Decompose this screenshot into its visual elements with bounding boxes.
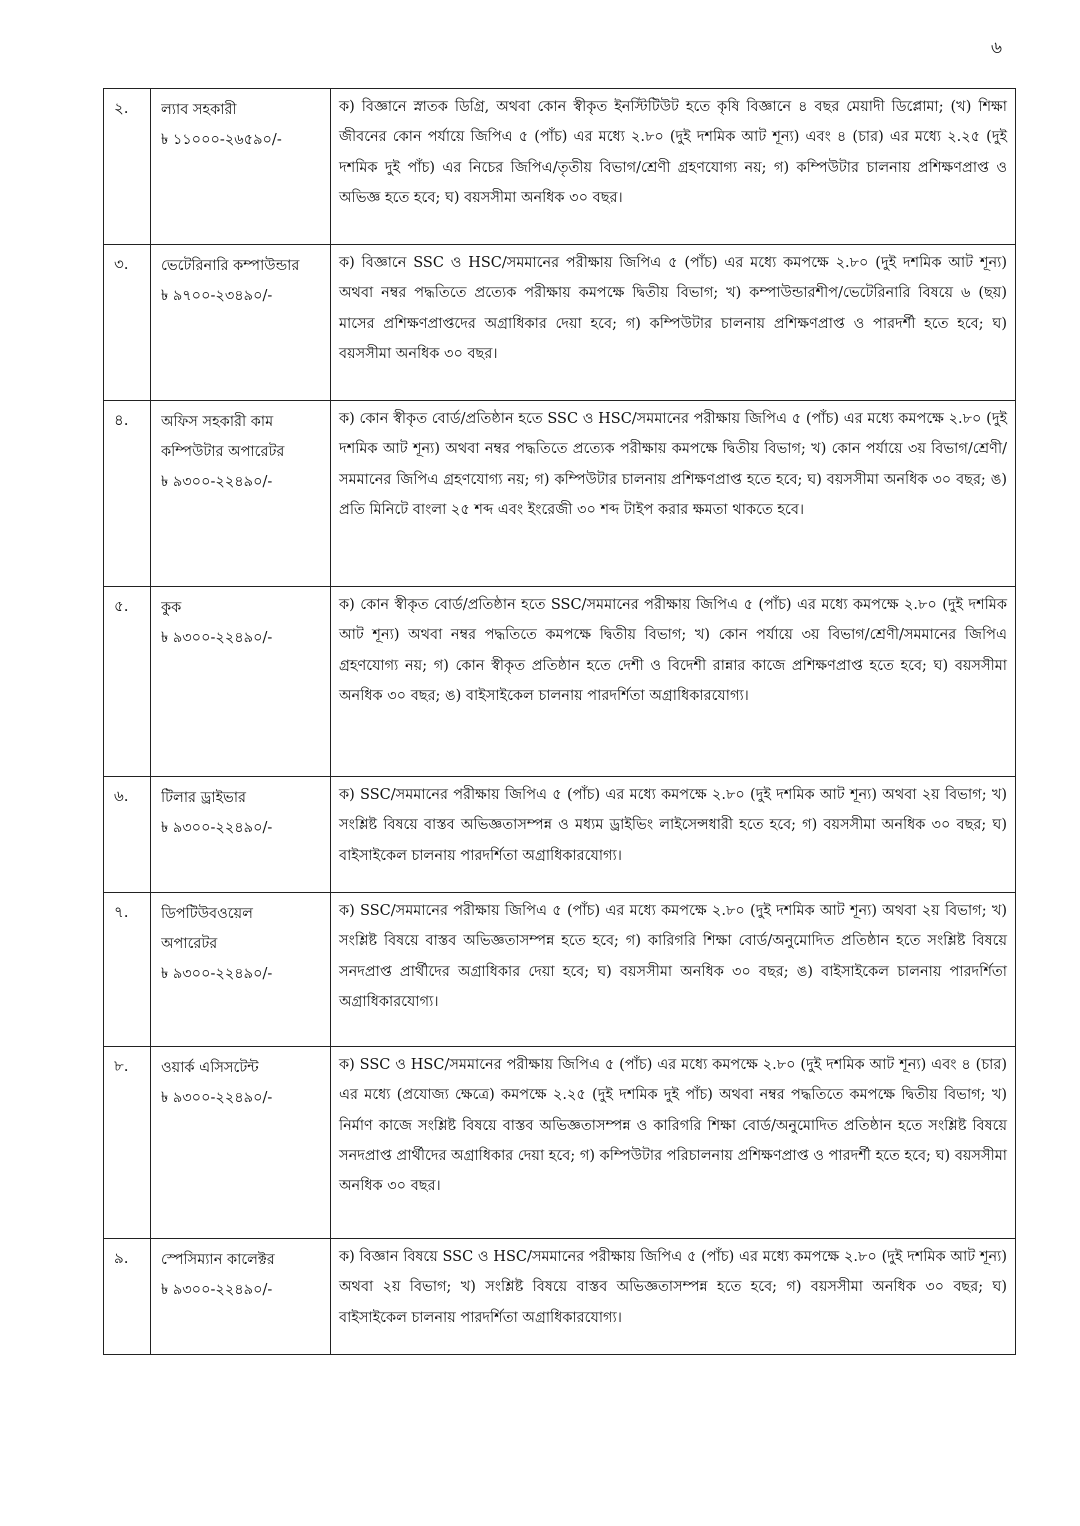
pay-scale: ৳ ৯৩০০-২২৪৯০/- — [161, 820, 273, 836]
post-cell — [151, 89, 331, 245]
requirements-cell — [331, 401, 1016, 587]
pay-scale: ৳ ৯৩০০-২২৪৯০/- — [161, 1282, 273, 1298]
pay-scale: ৳ ৯৩০০-২২৪৯০/- — [161, 966, 273, 982]
pay-scale: ৳ ১১০০০-২৬৫৯০/- — [161, 132, 282, 148]
post-title: অফিস সহকারী কাম — [161, 414, 274, 430]
post-cell — [151, 1239, 331, 1355]
requirements-cell — [331, 587, 1016, 777]
table-row — [104, 893, 1016, 1047]
serial-number: ৭. — [104, 893, 151, 1047]
requirements-text: ক) কোন স্বীকৃত বোর্ড/প্রতিষ্ঠান হতে SSC/সমমানের পরীক্ষায় জিপিএ ৫ (পাঁচ) এর মধ্যে কমপক্ষে ২.৮০ (দুই দশমিক আট শূন্য) অথবা নম্বর পদ্ধতিতে কমপক্ষে দ্বিতীয় বিভাগ; খ) কোন পর্যায়ে ৩য় বিভাগ/শ্রেণী/সমমানের জিপিএ গ্রহণযোগ্য নয়; গ) কোন স্বীকৃত প্রতিষ্ঠান হতে দেশী ও বিদেশী রান্নার কাজে প্রশিক্ষণপ্রাপ্ত হতে হবে; ঘ) বয়সসীমা অনধিক ৩০ বছর; ঙ) বাইসাইকেল চালনায় পারদর্শিতা অগ্রাধিকারযোগ্য। — [339, 597, 1007, 704]
requirements-cell — [331, 89, 1016, 245]
table-row — [104, 777, 1016, 893]
pay-scale: ৳ ৯৩০০-২২৪৯০/- — [161, 630, 273, 646]
serial-number: ৩. — [104, 245, 151, 401]
requirements-cell — [331, 893, 1016, 1047]
post-title: কুক — [161, 600, 182, 616]
post-cell — [151, 587, 331, 777]
job-requirements-table — [103, 88, 1016, 1355]
requirements-text: ক) বিজ্ঞানে SSC ও HSC/সমমানের পরীক্ষায় জিপিএ ৫ (পাঁচ) এর মধ্যে কমপক্ষে ২.৮০ (দুই দশমিক আট শূন্য) অথবা নম্বর পদ্ধতিতে প্রত্যেক পরীক্ষায় কমপক্ষে দ্বিতীয় বিভাগ; খ) কম্পাউন্ডারশীপ/ভেটেরিনারি বিষয়ে ৬ (ছয়) মাসের প্রশিক্ষণপ্রাপ্তদের অগ্রাধিকার দেয়া হবে; গ) কম্পিউটার চালনায় প্রশিক্ষণপ্রাপ্ত ও পারদর্শী হতে হবে; ঘ) বয়সসীমা অনধিক ৩০ বছর। — [339, 255, 1007, 362]
pay-scale: ৳ ৯৩০০-২২৪৯০/- — [161, 474, 273, 490]
post-cell — [151, 893, 331, 1047]
post-title: স্পেসিম্যান কালেক্টর — [161, 1252, 275, 1268]
post-cell — [151, 245, 331, 401]
serial-number: ৬. — [104, 777, 151, 893]
post-cell — [151, 401, 331, 587]
table-row — [104, 587, 1016, 777]
page-number: ৬ — [990, 38, 1002, 58]
serial-number: ২. — [104, 89, 151, 245]
post-title: ডিপটিউবওয়েল — [161, 906, 253, 922]
post-cell — [151, 777, 331, 893]
table-row — [104, 401, 1016, 587]
post-title: ওয়ার্ক এসিসটেন্ট — [161, 1060, 259, 1076]
requirements-text: ক) SSC/সমমানের পরীক্ষায় জিপিএ ৫ (পাঁচ) এর মধ্যে কমপক্ষে ২.৮০ (দুই দশমিক আট শূন্য) অথবা ২য় বিভাগ; খ) সংশ্লিষ্ট বিষয়ে বাস্তব অভিজ্ঞতাসম্পন্ন হতে হবে; গ) কারিগরি শিক্ষা বোর্ড/অনুমোদিত প্রতিষ্ঠান হতে সংশ্লিষ্ট বিষয়ে সনদপ্রাপ্ত প্রার্থীদের অগ্রাধিকার দেয়া হবে; ঘ) বয়সসীমা অনধিক ৩০ বছর; ঙ) বাইসাইকেল চালনায় পারদর্শিতা অগ্রাধিকারযোগ্য। — [339, 903, 1007, 1010]
post-title: ল্যাব সহকারী — [161, 102, 237, 118]
requirements-text: ক) বিজ্ঞান বিষয়ে SSC ও HSC/সমমানের পরীক্ষায় জিপিএ ৫ (পাঁচ) এর মধ্যে কমপক্ষে ২.৮০ (দুই দশমিক আট শূন্য) অথবা ২য় বিভাগ; খ) সংশ্লিষ্ট বিষয়ে বাস্তব অভিজ্ঞতাসম্পন্ন হতে হবে; গ) বয়সসীমা অনধিক ৩০ বছর; ঘ) বাইসাইকেল চালনায় পারদর্শিতা অগ্রাধিকারযোগ্য। — [339, 1249, 1007, 1326]
post-cell — [151, 1047, 331, 1239]
requirements-cell — [331, 777, 1016, 893]
post-title: ভেটেরিনারি কম্পাউন্ডার — [161, 258, 300, 274]
serial-number: ৮. — [104, 1047, 151, 1239]
serial-number: ৪. — [104, 401, 151, 587]
requirements-text: ক) বিজ্ঞানে স্নাতক ডিগ্রি, অথবা কোন স্বীকৃত ইনস্টিটিউট হতে কৃষি বিজ্ঞানে ৪ বছর মেয়াদী ডিপ্লোমা; (খ) শিক্ষা জীবনের কোন পর্যায়ে জিপিএ ৫ (পাঁচ) এর মধ্যে ২.৮০ (দুই দশমিক আট শূন্য) এবং ৪ (চার) এর মধ্যে ২.২৫ (দুই দশমিক দুই পাঁচ) এর নিচের জিপিএ/তৃতীয় বিভাগ/শ্রেণী গ্রহণযোগ্য নয়; গ) কম্পিউটার চালনায় প্রশিক্ষণপ্রাপ্ত ও অভিজ্ঞ হতে হবে; ঘ) বয়সসীমা অনধিক ৩০ বছর। — [339, 99, 1007, 206]
post-title: কম্পিউটার অপারেটর — [161, 444, 285, 460]
table-row — [104, 245, 1016, 401]
pay-scale: ৳ ৯৭০০-২৩৪৯০/- — [161, 288, 273, 304]
serial-number: ৯. — [104, 1239, 151, 1355]
requirements-cell — [331, 245, 1016, 401]
requirements-text: ক) কোন স্বীকৃত বোর্ড/প্রতিষ্ঠান হতে SSC ও HSC/সমমানের পরীক্ষায় জিপিএ ৫ (পাঁচ) এর মধ্যে কমপক্ষে ২.৮০ (দুই দশমিক আট শূন্য) অথবা নম্বর পদ্ধতিতে প্রত্যেক পরীক্ষায় কমপক্ষে দ্বিতীয় বিভাগ; খ) কোন পর্যায়ে ৩য় বিভাগ/শ্রেণী/সমমানের জিপিএ গ্রহণযোগ্য নয়; গ) কম্পিউটার চালনায় প্রশিক্ষণপ্রাপ্ত হতে হবে; ঘ) বয়সসীমা অনধিক ৩০ বছর; ঙ) প্রতি মিনিটে বাংলা ২৫ শব্দ এবং ইংরেজী ৩০ শব্দ টাইপ করার ক্ষমতা থাকতে হবে। — [339, 411, 1007, 518]
post-title: অপারেটর — [161, 936, 218, 952]
pay-scale: ৳ ৯৩০০-২২৪৯০/- — [161, 1090, 273, 1106]
post-title: টিলার ড্রাইভার — [161, 790, 247, 806]
table-row — [104, 1239, 1016, 1355]
requirements-text: ক) SSC ও HSC/সমমানের পরীক্ষায় জিপিএ ৫ (পাঁচ) এর মধ্যে কমপক্ষে ২.৮০ (দুই দশমিক আট শূন্য) এবং ৪ (চার) এর মধ্যে (প্রযোজ্য ক্ষেত্রে) কমপক্ষে ২.২৫ (দুই দশমিক দুই পাঁচ) অথবা নম্বর পদ্ধতিতে কমপক্ষে দ্বিতীয় বিভাগ; খ) নির্মাণ কাজে সংশ্লিষ্ট বিষয়ে বাস্তব অভিজ্ঞতাসম্পন্ন ও কারিগরি শিক্ষা বোর্ড/অনুমোদিত প্রতিষ্ঠান হতে সংশ্লিষ্ট বিষয়ে সনদপ্রাপ্ত প্রার্থীদের অগ্রাধিকার দেয়া হবে; গ) কম্পিউটার পরিচালনায় প্রশিক্ষণপ্রাপ্ত ও পারদর্শী হতে হবে; ঘ) বয়সসীমা অনধিক ৩০ বছর। — [339, 1057, 1007, 1195]
requirements-text: ক) SSC/সমমানের পরীক্ষায় জিপিএ ৫ (পাঁচ) এর মধ্যে কমপক্ষে ২.৮০ (দুই দশমিক আট শূন্য) অথবা ২য় বিভাগ; খ) সংশ্লিষ্ট বিষয়ে বাস্তব অভিজ্ঞতাসম্পন্ন ও মধ্যম ড্রাইভিং লাইসেন্সধারী হতে হবে; গ) বয়সসীমা অনধিক ৩০ বছর; ঘ) বাইসাইকেল চালনায় পারদর্শিতা অগ্রাধিকারযোগ্য। — [339, 787, 1007, 864]
requirements-cell — [331, 1239, 1016, 1355]
requirements-cell — [331, 1047, 1016, 1239]
serial-number: ৫. — [104, 587, 151, 777]
table-row — [104, 1047, 1016, 1239]
table-row — [104, 89, 1016, 245]
